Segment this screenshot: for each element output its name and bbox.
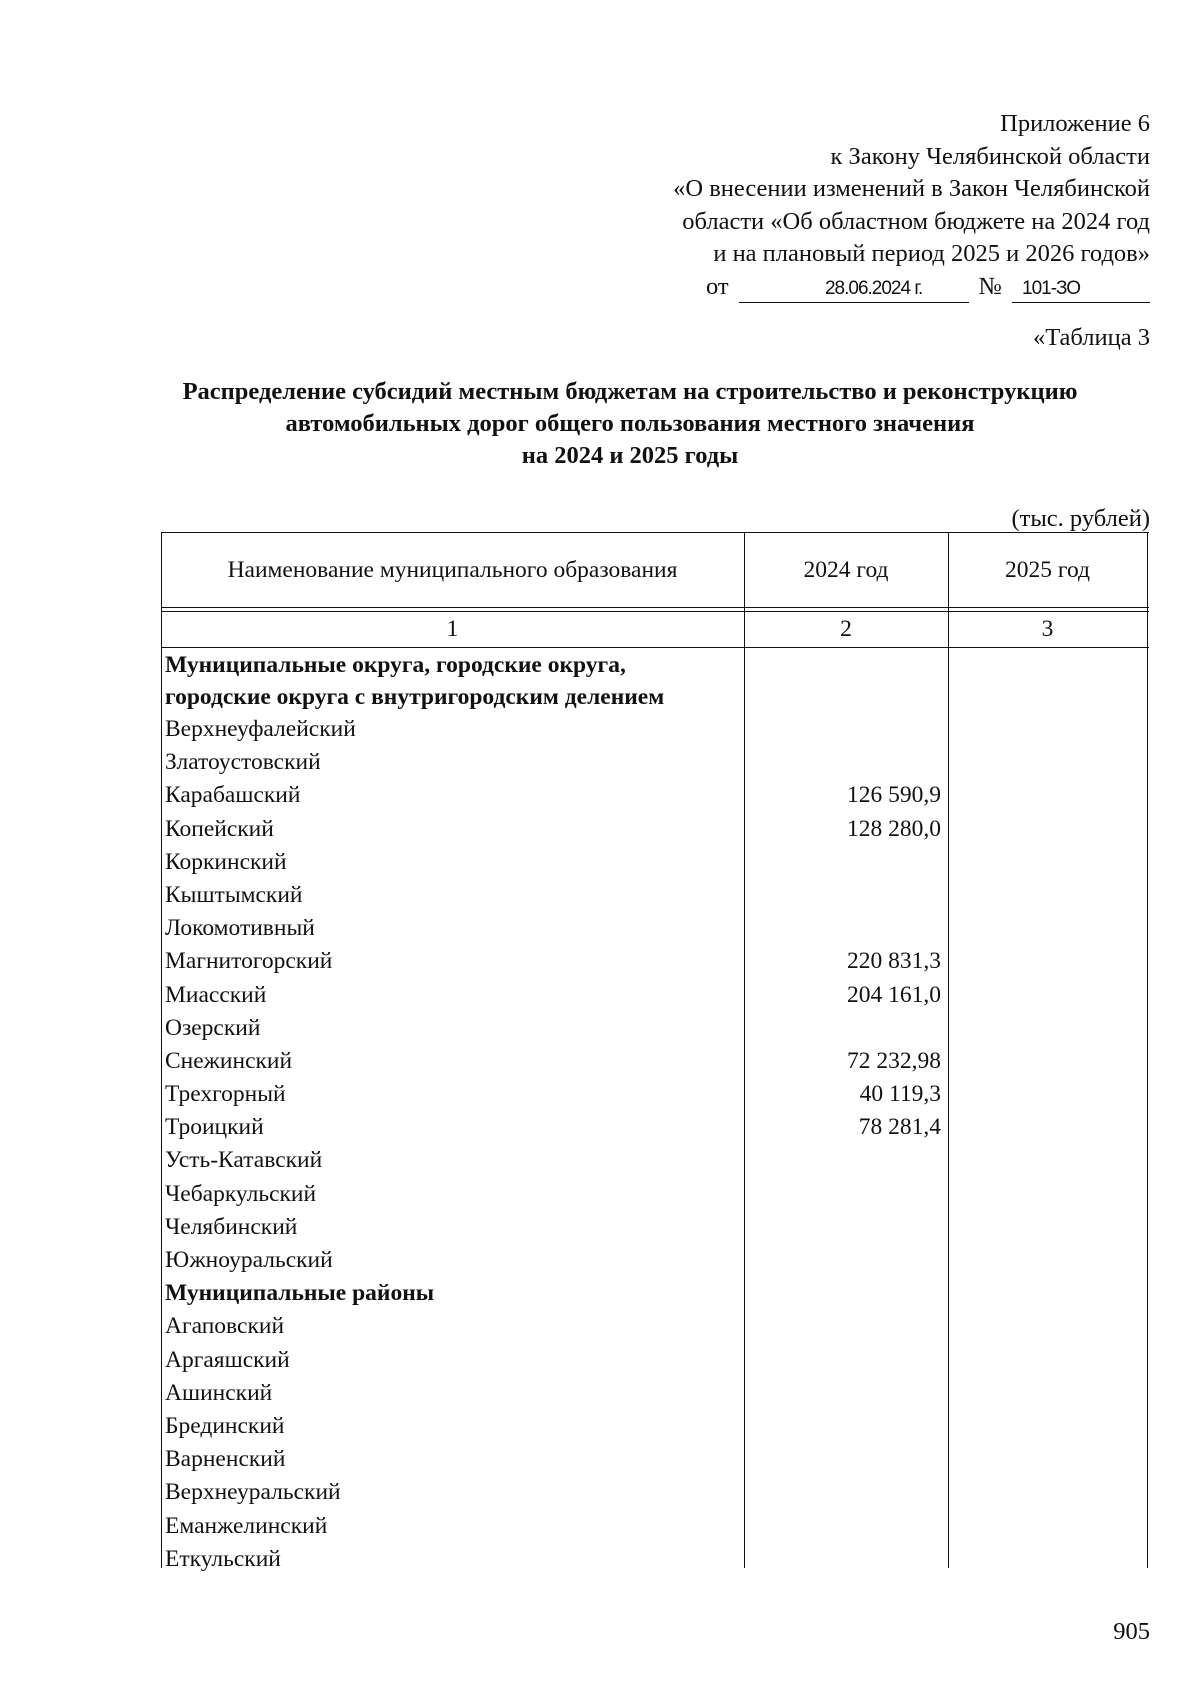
title-line: автомобильных дорог общего пользования местного значения	[285, 410, 975, 437]
municipality-name: Озерский	[165, 1014, 261, 1041]
table-border	[161, 607, 1149, 608]
table-group-row	[161, 647, 1149, 713]
table-row	[161, 1244, 1149, 1277]
table-row	[161, 1410, 1149, 1443]
document-title	[130, 376, 1130, 472]
header-line: и на плановый период 2025 и 2026 годов»	[713, 240, 1150, 267]
table-row	[161, 1045, 1149, 1078]
municipality-name: Верхнеуфалейский	[165, 716, 356, 742]
municipality-name: Трехгорный	[165, 1081, 286, 1108]
law-date-number	[510, 271, 1150, 304]
municipality-name: Магнитогорский	[165, 948, 333, 975]
municipality-name: Златоустовский	[165, 749, 321, 776]
page-number: 905	[1113, 1618, 1150, 1645]
municipality-name: Усть-Катавский	[165, 1147, 323, 1174]
municipality-name: Миасский	[165, 981, 267, 1008]
column-header-2025: 2025 год	[1005, 556, 1090, 583]
table-row	[161, 1012, 1149, 1045]
column-header-name: Наименование муниципального образования	[227, 556, 678, 583]
table-row	[161, 713, 1149, 746]
table-row	[161, 1111, 1149, 1144]
municipality-name	[165, 649, 664, 713]
value-2024: 204 161,0	[847, 981, 941, 1008]
table-row	[161, 979, 1149, 1012]
value-2024: 78 281,4	[858, 1114, 941, 1141]
title-line: Распределение субсидий местным бюджетам на строительство и реконструкцию	[182, 378, 1078, 405]
table-row	[161, 1310, 1149, 1343]
header-line: «О внесении изменений в Закон Челябинской	[673, 175, 1150, 202]
table-row	[161, 846, 1149, 879]
municipality-name: Аргаяшский	[165, 1346, 290, 1373]
municipality-name: Чебаркульский	[165, 1180, 317, 1207]
municipality-name: Южноуральский	[165, 1247, 333, 1273]
title-line: на 2024 и 2025 годы	[521, 442, 739, 469]
municipality-name-line: городские округа с внутригородским делением	[165, 684, 665, 710]
municipality-name: Варненский	[165, 1446, 286, 1473]
table-group-row	[161, 1277, 1149, 1310]
table-row	[161, 912, 1149, 945]
municipality-name: Троицкий	[165, 1114, 264, 1141]
municipality-name-line: Муниципальные округа, городские округа,	[165, 652, 626, 678]
table-row	[161, 746, 1149, 779]
header-line: области «Об областном бюджете на 2024 год	[682, 207, 1150, 235]
municipality-name: Локомотивный	[165, 915, 315, 942]
table-row	[161, 879, 1149, 912]
municipality-name: Коркинский	[165, 848, 287, 875]
header-line: Приложение 6	[1000, 110, 1150, 137]
subsidy-table	[161, 532, 1149, 1572]
column-number: 3	[1041, 615, 1054, 642]
units-label: (тыс. рублей)	[1011, 505, 1150, 532]
municipality-name: Еманжелинский	[165, 1512, 328, 1539]
municipality-name: Еткульский	[165, 1545, 281, 1572]
municipality-name: Карабашский	[165, 782, 301, 809]
law-date: 28.06.2024 г.	[739, 276, 969, 303]
municipality-name: Муниципальные районы	[165, 1280, 435, 1307]
header-line: к Закону Челябинской области	[830, 142, 1150, 170]
table-row	[161, 1543, 1149, 1576]
table-label: «Таблица 3	[1032, 324, 1150, 351]
municipality-name: Ашинский	[165, 1379, 273, 1406]
column-number: 1	[446, 615, 459, 642]
municipality-name: Кыштымский	[165, 881, 303, 908]
table-row	[161, 945, 1149, 978]
value-2024: 40 119,3	[859, 1081, 941, 1108]
number-label: №	[978, 272, 1002, 300]
municipality-name: Верхнеуральский	[165, 1479, 341, 1506]
column-number: 2	[840, 615, 852, 642]
value-2024: 126 590,9	[847, 782, 941, 809]
table-row	[161, 1510, 1149, 1543]
value-2024: 220 831,3	[847, 948, 941, 975]
table-row	[161, 1344, 1149, 1377]
table-body	[161, 647, 1149, 1576]
municipality-name: Челябинский	[165, 1213, 298, 1240]
appendix-header	[510, 108, 1150, 303]
value-2024: 128 280,0	[847, 815, 941, 842]
municipality-name: Агаповский	[165, 1313, 285, 1340]
from-label: от	[705, 272, 729, 300]
table-row	[161, 1443, 1149, 1476]
municipality-name: Снежинский	[165, 1047, 293, 1074]
column-header-2024: 2024 год	[803, 556, 889, 583]
table-row	[161, 1211, 1149, 1244]
table-row	[161, 1144, 1149, 1177]
table-row	[161, 1178, 1149, 1211]
table-row	[161, 813, 1149, 846]
value-2024: 72 232,98	[847, 1047, 941, 1074]
table-row	[161, 779, 1149, 812]
table-row	[161, 1078, 1149, 1111]
municipality-name: Копейский	[165, 815, 274, 842]
table-row	[161, 1476, 1149, 1509]
municipality-name: Брединский	[165, 1412, 285, 1439]
law-number: 101-ЗО	[1012, 276, 1150, 303]
table-row	[161, 1377, 1149, 1410]
